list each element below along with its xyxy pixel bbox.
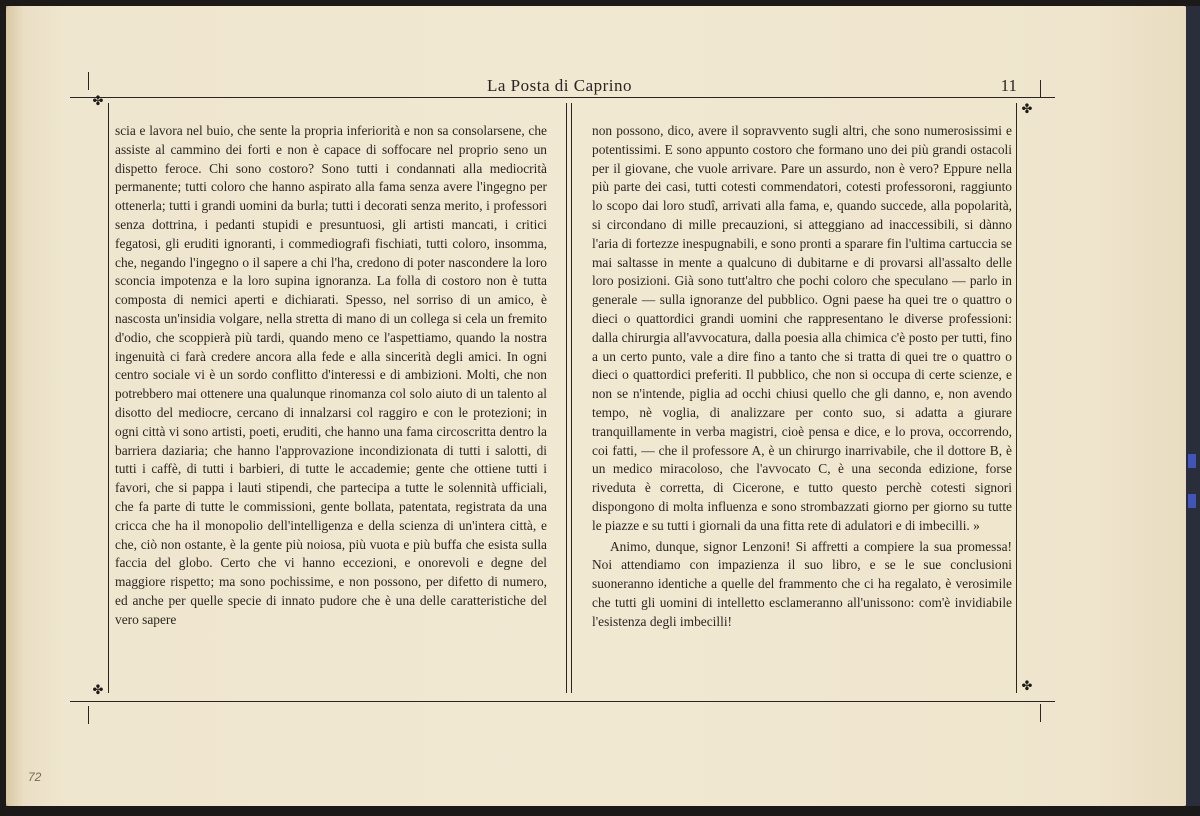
edge-tab <box>1188 454 1196 468</box>
foot-tick-right <box>1040 704 1041 722</box>
right-frame-rule <box>1016 103 1017 693</box>
page-number: 11 <box>1000 76 1017 95</box>
left-column <box>115 122 547 630</box>
bottom-rule <box>70 701 1055 702</box>
top-rule <box>70 97 1055 98</box>
running-head <box>72 76 1047 98</box>
page-edge <box>1186 6 1200 806</box>
corner-ornament-icon: ✤ <box>92 683 104 698</box>
gutter-rule-2 <box>571 103 572 693</box>
corner-ornament-icon: ✤ <box>1021 679 1033 694</box>
left-frame-rule <box>108 103 109 693</box>
corner-ornament-icon: ✤ <box>1021 102 1033 117</box>
corner-ornament-icon: ✤ <box>92 94 104 109</box>
edge-tab <box>1188 494 1196 508</box>
foot-tick-left <box>88 706 89 724</box>
paragraph: Animo, dunque, signor Lenzoni! Si affretti a compiere la sua promessa! Noi attendiamo con impazienza il suo libro, e se le sue conclusioni suoneranno identiche a quelle del frammento che ci ha regalato, è verosimile che tutti gli uomini di intelletto esclameranno all'unissono: com'è invidiabile l'esistenza degli imbecilli! <box>592 538 1012 629</box>
margin-note: 72 <box>28 770 42 784</box>
paragraph: non possono, dico, avere il sopravvento sugli altri, che sono numerosissimi e potentissimi. E sono appunto costoro che formano uno dei più grandi ostacoli per il giovane, che vuole arrivare. Pare un assurdo, non è vero? Eppure nella più parte dei casi, tutti cotesti commendatori, cotesti professoroni, raggiunto lo scopo dai loro studî, arrivati alla fama, e, quando succede, alla popolarità, si circondano di mille precauzioni, si atteggiano ad inaccessibili, si dànno l'aria di fortezze inespugnabili, e sono pronti a sparare fin l'ultima cartuccia se mai saltasse in mente a qualcuno di dubitarne e di provarsi all'assalto delle loro posizioni. Già sono tutt'altro che pochi coloro che speculano — parlo in generale — sulla ignoranze del pubblico. Ogni paese ha quei tre o quattro o dieci o quattordici grandi uomini che rappresentano le diverse professioni: dalla chirurgia all'avvocatura, dalla poesia alla chimica c'è posto per tutti, fino a un certo punto, vale a dire fino a tanto che si tratta di quei tre o quattro o dieci o quattordici preferiti. Il pubblico, che non si occupa di certe scienze, e non se n'intende, piglia ad occhi chiusi quello che gli danno, e, non avendo tempo, nè voglia, di analizzare per conto suo, si adatta a giurare tranquillamente in verba magistri, cioè pensa e dice, e lo prova, occorrendo, coi fatti, — che il professore A, è un chirurgo inarrivabile, che il dottore B, è un medico miracoloso, che l'avvocato C, è una seconda edizione, forse riveduta è corretta, di Cicerone, e tutto questo perchè cotesti signori dispongono di molta influenza e sono strombazzati giorno per giorno su tutte le piazze e su tutti i giornali da una fitta rete di adulatori e di imbecilli. » <box>592 123 1012 533</box>
head-tick-left <box>88 72 89 90</box>
gutter-rule-1 <box>566 103 567 693</box>
paragraph: scia e lavora nel buio, che sente la propria inferiorità e non sa consolarsene, che assiste al cammino dei forti e non è capace di soffocare nel proprio seno un dispetto feroce. Chi sono costoro? Sono tutti i condannati alla mediocrità permanente; tutti coloro che hanno aspirato alla fama senza avere l'ingegno per ottenerla; tutti i grandi uomini da burla; tutti i decorati senza merito, i professori senza dottrina, i pedanti stupidi e presuntuosi, gli artisti mancati, i critici fegatosi, gli eruditi ignoranti, i commediografi fischiati, tutti coloro, insomma, che, negando l'ingegno o il sapere a chi l'ha, credono di poter nascondere la loro sconcia impotenza e la loro supina ignoranza. La folla di costoro non è tutta composta di nemici aperti e dichiarati. Spesso, nel sorriso di un amico, è nascosta un'insidia volgare, nella stretta di mano di un collega si cela un fremito d'odio, che scoppierà più tardi, quando meno ce l'aspettiamo, quando la nostra ingenuità ci farà credere ancora alla fede e alla sincerità degli amici. In ogni centro sociale vi è un sordo conflitto d'interessi e di ambizioni. Molti, che non potrebbero mai ottenere una qualunque rinomanza col solo aiuto di un talento al disotto del mediocre, cercano di innalzarsi col raggiro e con le protezioni; in ogni città vi sono artisti, poeti, eruditi, che hanno una fama circoscritta dentro la barriera daziaria; che hanno l'approvazione incondizionata di tutti i salotti, di tutti i caffè, di tutti i barbieri, di tutte le accademie; gente che ottiene tutti i favori, che si pappa i lauti stipendi, che partecipa a tutte le solennità ufficiali, che fa parte di tutte le commissioni, gente bollata, patentata, registrata da una cricca che ha il monopolio dell'intelligenza e della scienza di un'intera città, e che, ciò non ostante, è la gente più noiosa, più vuota e più buffa che esista sulla faccia del globo. Certo che vi hanno eccezioni, e onorevoli e degne del maggiore rispetto; ma sono pochissime, e non possono, per difetto di numero, ed anche per quelle specie di innato pudore che è una delle caratteristiche del vero sapere <box>115 123 547 627</box>
page-title: La Posta di Caprino <box>486 76 632 95</box>
right-column <box>592 122 1012 632</box>
head-tick-right <box>1040 80 1041 98</box>
